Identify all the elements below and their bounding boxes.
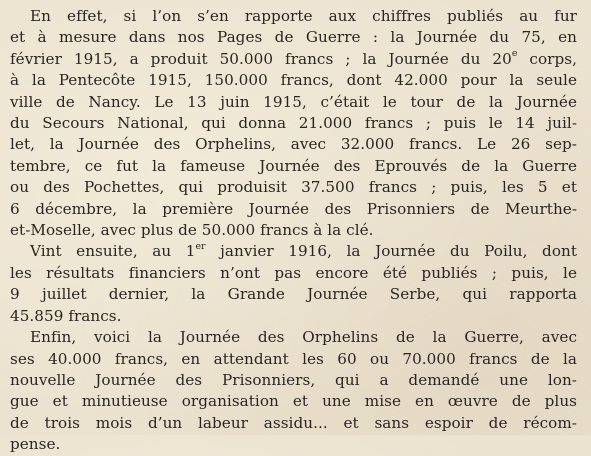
paragraph-1 (10, 6, 577, 241)
text-segment: corps, (517, 49, 577, 68)
text-segment: janvier 1916, la Journée du Poilu, dont (205, 242, 577, 261)
text-line: de trois mois d’un labeur assidu... et sans espoir de récom- (10, 413, 577, 432)
text-line: 45.859 francs. (10, 306, 122, 325)
text-line: et à mesure dans nos Pages de Guerre : la Journée du 75, en (10, 28, 577, 47)
text-line: gue et minutieuse organisation et une mise en œuvre de plus (10, 392, 577, 411)
text-line: nouvelle Journée des Prisonniers, qui a demandé une lon- (10, 370, 577, 389)
text-line (10, 49, 577, 70)
text-line: En effet, si l’on s’en rapporte aux chiffres publiés au fur (30, 7, 577, 25)
text-line: ses 40.000 francs, en attendant les 60 ou 70.000 francs de la (10, 349, 577, 368)
text-line: 9 juillet dernier, la Grande Journée Serbe, qui rapporta (10, 285, 577, 304)
superscript: e (511, 48, 518, 60)
text-line: ville de Nancy. Le 13 juin 1915, c’était le tour de la Journée (10, 92, 577, 111)
text-line (10, 241, 577, 262)
text-line: tembre, ce fut la fameuse Journée des Eprouvés de la Guerre (10, 156, 577, 175)
superscript: er (195, 241, 206, 252)
text-line: du Secours National, qui donna 21.000 francs ; puis le 14 juil- (10, 114, 577, 133)
text-line: let, la Journée des Orphelins, avec 32.000 francs. Le 26 sep- (10, 135, 577, 154)
text-line: 6 décembre, la première Journée des Prisonniers de Meurthe- (10, 199, 577, 218)
text-line: et-Moselle, avec plus de 50.000 francs à la clé. (10, 221, 374, 240)
paragraph-3 (10, 327, 577, 455)
paragraph-2 (10, 241, 577, 327)
text-line: à la Pentecôte 1915, 150.000 francs, dont 42.000 pour la seule (10, 71, 577, 90)
text-line: les résultats financiers n’ont pas encore été publiés ; puis, le (10, 263, 577, 282)
text-segment: Vint ensuite, au 1 (30, 242, 196, 261)
text-line: pense. (10, 435, 61, 454)
text-segment: février 1915, a produit 50.000 francs ; la Journée du 20 (10, 49, 512, 68)
text-line: ou des Pochettes, qui produisit 37.500 francs ; puis, les 5 et (10, 178, 577, 197)
text-line: Enfin, voici la Journée des Orphelins de la Guerre, avec (30, 328, 577, 347)
